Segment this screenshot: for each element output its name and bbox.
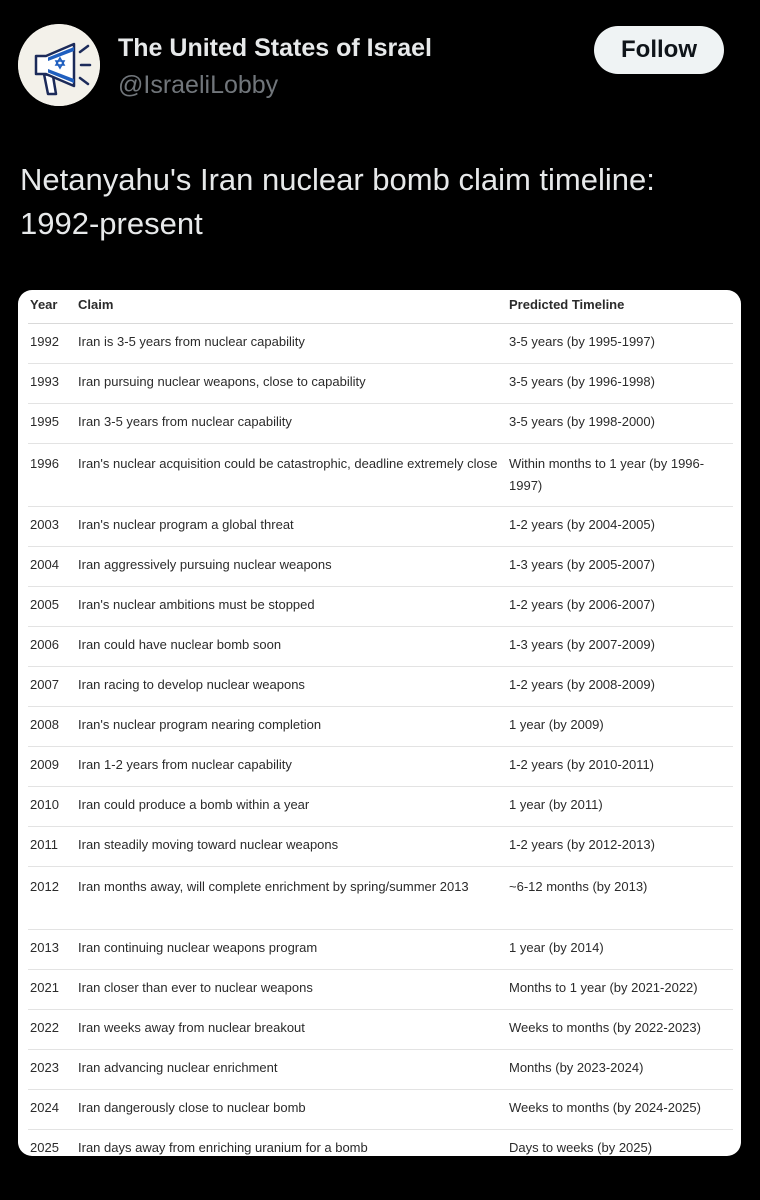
row-predicted-timeline: 3-5 years (by 1996-1998)	[509, 374, 655, 389]
table-row	[28, 1090, 733, 1130]
row-year: 2025	[30, 1140, 59, 1155]
table-row	[28, 827, 733, 867]
row-claim: Iran could have nuclear bomb soon	[78, 637, 282, 652]
table-row	[28, 587, 733, 627]
row-year: 2006	[30, 637, 59, 652]
attached-image-table[interactable]	[18, 290, 741, 1156]
row-predicted-timeline: 3-5 years (by 1998-2000)	[509, 414, 655, 429]
row-predicted-timeline: 1-2 years (by 2004-2005)	[509, 517, 655, 532]
follow-button[interactable]: Follow	[594, 26, 724, 74]
row-year: 2021	[30, 980, 59, 995]
row-claim: Iran months away, will complete enrichment by spring/summer 2013	[78, 879, 469, 894]
row-year: 2022	[30, 1020, 59, 1035]
row-predicted-timeline: 1-2 years (by 2012-2013)	[509, 837, 655, 852]
row-year: 1996	[30, 456, 59, 471]
row-predicted-timeline: 1-3 years (by 2007-2009)	[509, 637, 655, 652]
table-row	[28, 364, 733, 404]
table-row	[28, 667, 733, 707]
row-claim: Iran days away from enriching uranium for a bomb	[78, 1140, 368, 1155]
row-claim: Iran's nuclear program nearing completion	[78, 717, 322, 732]
post-header	[0, 0, 760, 130]
avatar[interactable]	[18, 24, 100, 106]
row-predicted-timeline: Months (by 2023-2024)	[509, 1060, 644, 1075]
table-row	[28, 747, 733, 787]
row-predicted-timeline: 1-2 years (by 2008-2009)	[509, 677, 655, 692]
row-predicted-timeline: 1 year (by 2014)	[509, 940, 604, 955]
row-year: 1993	[30, 374, 59, 389]
row-claim: Iran's nuclear acquisition could be catastrophic, deadline extremely close	[78, 456, 498, 471]
row-year: 2005	[30, 597, 59, 612]
row-predicted-timeline: Weeks to months (by 2024-2025)	[509, 1100, 701, 1115]
row-claim: Iran 3-5 years from nuclear capability	[78, 414, 292, 429]
row-predicted-timeline: 1-2 years (by 2010-2011)	[509, 757, 655, 772]
table-row	[28, 867, 733, 930]
row-predicted-timeline: Days to weeks (by 2025)	[509, 1140, 653, 1155]
author-handle[interactable]: @IsraeliLobby	[118, 71, 279, 99]
row-claim: Iran's nuclear ambitions must be stopped	[78, 597, 315, 612]
row-year: 2011	[30, 837, 58, 852]
row-claim: Iran advancing nuclear enrichment	[78, 1060, 278, 1075]
table-row	[28, 1050, 733, 1090]
table-row	[28, 404, 733, 444]
table-row	[28, 1010, 733, 1050]
row-claim: Iran dangerously close to nuclear bomb	[78, 1100, 306, 1115]
header-year: Year	[30, 297, 58, 312]
table-row	[28, 627, 733, 667]
row-year: 2007	[30, 677, 59, 692]
author-name[interactable]: The United States of Israel	[118, 34, 432, 62]
row-year: 2024	[30, 1100, 59, 1115]
row-year: 1995	[30, 414, 59, 429]
table-row	[28, 787, 733, 827]
post-text: Netanyahu's Iran nuclear bomb claim timeline: 1992-present	[20, 162, 655, 241]
row-year: 2013	[30, 940, 59, 955]
table-row	[28, 507, 733, 547]
row-predicted-timeline: ~6-12 months (by 2013)	[509, 879, 648, 894]
row-claim: Iran racing to develop nuclear weapons	[78, 677, 305, 692]
row-claim: Iran pursuing nuclear weapons, close to capability	[78, 374, 366, 389]
row-year: 2010	[30, 797, 59, 812]
row-predicted-timeline: Within months to 1 year (by 1996-1997)	[509, 456, 705, 493]
table-row	[28, 707, 733, 747]
claims-table	[28, 290, 733, 1156]
row-predicted-timeline: Weeks to months (by 2022-2023)	[509, 1020, 701, 1035]
row-claim: Iran closer than ever to nuclear weapons	[78, 980, 313, 995]
table-header	[28, 290, 733, 324]
row-claim: Iran continuing nuclear weapons program	[78, 940, 318, 955]
row-year: 2004	[30, 557, 59, 572]
row-claim: Iran could produce a bomb within a year	[78, 797, 310, 812]
table-row	[28, 970, 733, 1010]
table-row	[28, 930, 733, 970]
row-claim: Iran 1-2 years from nuclear capability	[78, 757, 292, 772]
row-year: 2008	[30, 717, 59, 732]
row-predicted-timeline: 1-3 years (by 2005-2007)	[509, 557, 655, 572]
row-year: 2023	[30, 1060, 59, 1075]
row-claim: Iran steadily moving toward nuclear weapons	[78, 837, 339, 852]
row-predicted-timeline: Months to 1 year (by 2021-2022)	[509, 980, 698, 995]
header-claim: Claim	[78, 297, 114, 312]
row-predicted-timeline: 3-5 years (by 1995-1997)	[509, 334, 655, 349]
row-claim: Iran aggressively pursuing nuclear weapons	[78, 557, 332, 572]
row-predicted-timeline: 1 year (by 2009)	[509, 717, 604, 732]
megaphone-star-of-david-icon	[18, 24, 100, 106]
row-year: 2009	[30, 757, 59, 772]
table-row	[28, 547, 733, 587]
row-predicted-timeline: 1 year (by 2011)	[509, 797, 603, 812]
row-claim: Iran weeks away from nuclear breakout	[78, 1020, 305, 1035]
row-year: 2003	[30, 517, 59, 532]
table-row	[28, 444, 733, 507]
table-row	[28, 324, 733, 364]
row-claim: Iran's nuclear program a global threat	[78, 517, 294, 532]
row-year: 2012	[30, 879, 59, 894]
table-row	[28, 1130, 733, 1156]
header-predicted-timeline: Predicted Timeline	[509, 297, 625, 312]
row-predicted-timeline: 1-2 years (by 2006-2007)	[509, 597, 655, 612]
row-claim: Iran is 3-5 years from nuclear capability	[78, 334, 305, 349]
row-year: 1992	[30, 334, 59, 349]
